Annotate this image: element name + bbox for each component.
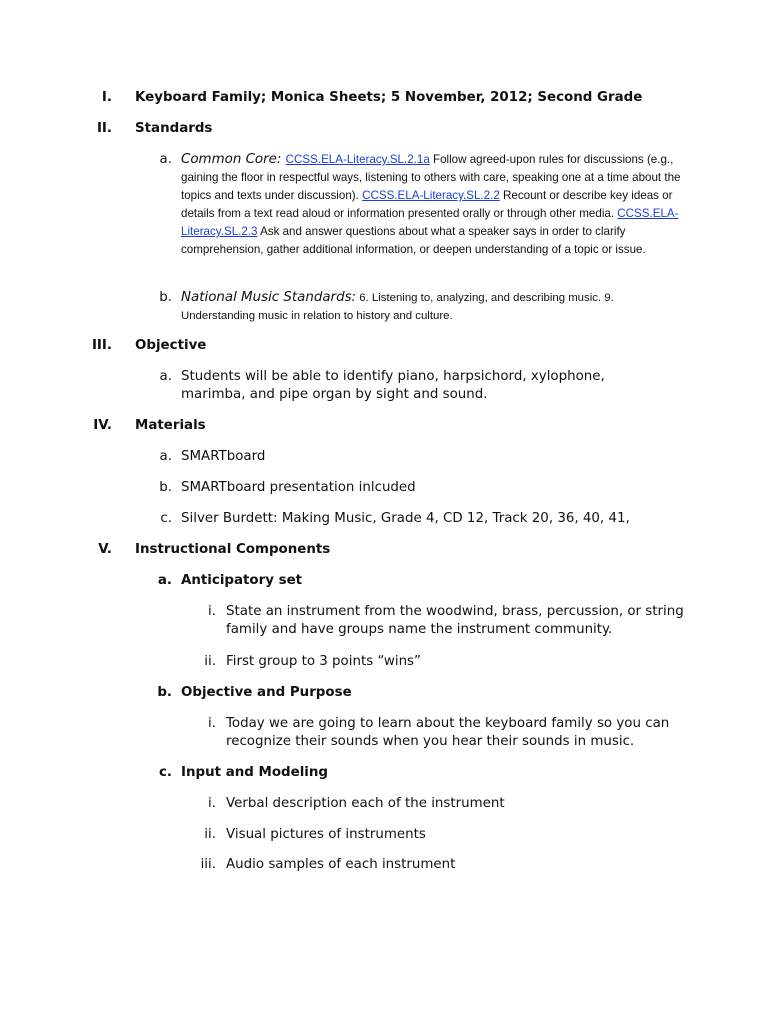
list-marker: b. xyxy=(159,480,172,495)
list-marker: a. xyxy=(157,573,172,588)
common-core-label: Common Core: xyxy=(181,152,282,167)
link-sl-2-2[interactable]: CCSS.ELA-Literacy.SL.2.2 xyxy=(362,189,500,202)
standard-text: Follow agreed-upon rules for discussions (e.g., gaining the floor in respectful ways, listening to others with care, speaking one at a time about the topics and texts under discussion). xyxy=(181,153,681,202)
list-marker: ii. xyxy=(204,827,216,842)
list-marker: b. xyxy=(159,290,172,305)
list-marker: iii. xyxy=(200,857,216,872)
section-heading: Standards xyxy=(135,121,213,136)
step-text: Verbal description each of the instrument xyxy=(226,796,505,811)
step-text: State an instrument from the woodwind, brass, percussion, or string family and have groups name the instrument community. xyxy=(226,604,684,637)
step-text: First group to 3 points “wins” xyxy=(226,654,421,669)
step-text: Today we are going to learn about the keyboard family so you can recognize their sounds when you hear their sounds in music. xyxy=(226,716,670,749)
section-numeral: III. xyxy=(91,338,112,353)
component-title: Input and Modeling xyxy=(181,765,329,780)
link-sl-2-1a[interactable]: CCSS.ELA-Literacy.SL.2.1a xyxy=(285,153,430,166)
lesson-header: Keyboard Family; Monica Sheets; 5 November, 2012; Second Grade xyxy=(135,90,643,105)
list-marker: c. xyxy=(160,511,172,526)
list-marker: a. xyxy=(159,449,172,464)
list-marker: i. xyxy=(208,716,216,731)
materials-text: SMARTboard presentation inlcuded xyxy=(181,480,416,495)
section-heading: Objective xyxy=(135,338,207,353)
list-marker: b. xyxy=(157,685,172,700)
section-numeral: IV. xyxy=(93,418,112,433)
section-numeral: II. xyxy=(96,121,112,136)
component-title: Objective and Purpose xyxy=(181,685,352,700)
national-music-label: National Music Standards: xyxy=(181,290,357,305)
section-numeral: I. xyxy=(101,90,112,105)
section-numeral: V. xyxy=(98,542,112,557)
objective-text: Students will be able to identify piano, harpsichord, xylophone, marimba, and pipe organ by sight and sound. xyxy=(181,369,605,402)
component-title: Anticipatory set xyxy=(181,573,303,588)
list-marker: c. xyxy=(158,765,172,780)
section-heading: Instructional Components xyxy=(135,542,331,557)
list-marker: ii. xyxy=(204,654,216,669)
step-text: Visual pictures of instruments xyxy=(226,827,426,842)
link-sl-2-3[interactable]: CCSS.ELA-Literacy.SL.2.3 xyxy=(181,207,679,238)
list-marker: i. xyxy=(208,796,216,811)
standard-text: Recount or describe key ideas or details from a text read aloud or information presented orally or through other media. xyxy=(181,189,673,220)
national-music-text: 6. Listening to, analyzing, and describing music. 9. Understanding music in relation to history and culture. xyxy=(181,292,614,322)
standard-text: Ask and answer questions about what a speaker says in order to clarify comprehension, gather additional information, or deepen understanding of a topic or issue. xyxy=(181,225,646,256)
materials-text: Silver Burdett: Making Music, Grade 4, CD 12, Track 20, 36, 40, 41, xyxy=(181,511,630,526)
list-marker: i. xyxy=(208,604,216,619)
section-heading: Materials xyxy=(135,418,206,433)
list-marker: a. xyxy=(159,369,172,384)
step-text: Audio samples of each instrument xyxy=(226,857,456,872)
list-marker: a. xyxy=(159,152,172,167)
materials-text: SMARTboard xyxy=(181,449,266,464)
